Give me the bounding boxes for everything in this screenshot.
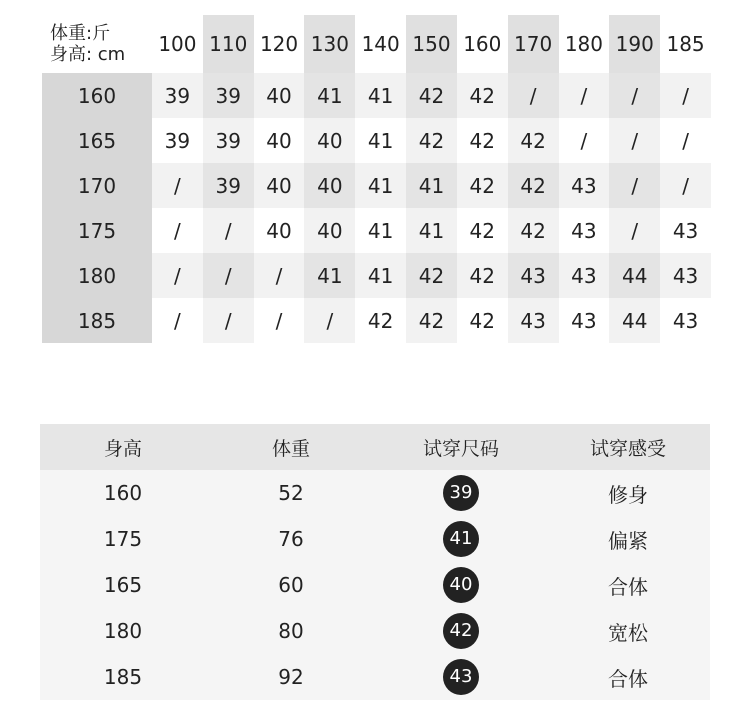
size-cell: 40 [254, 208, 305, 253]
fit-row [40, 562, 710, 608]
corner-weight-label: 体重:斤 [50, 23, 111, 44]
size-cell: / [508, 73, 559, 118]
fit-row [40, 470, 710, 516]
weight-column-header: 180 [559, 15, 610, 73]
size-cell: / [203, 298, 254, 343]
size-cell: 40 [304, 208, 355, 253]
size-cell: 43 [660, 253, 711, 298]
size-cell: 42 [457, 118, 508, 163]
corner-height-label: 身高: cm [50, 44, 126, 65]
size-cell: 42 [355, 298, 406, 343]
fit-row [40, 608, 710, 654]
size-cell: 43 [508, 298, 559, 343]
fit-size-cell [376, 654, 546, 700]
weight-column-header: 190 [609, 15, 660, 73]
fit-feel: 宽松 [546, 608, 710, 654]
size-cell: 41 [304, 253, 355, 298]
size-cell: 42 [457, 298, 508, 343]
size-cell: / [152, 253, 203, 298]
size-cell: 43 [559, 298, 610, 343]
size-cell: / [609, 118, 660, 163]
size-badge: 41 [443, 521, 479, 557]
weight-column-header: 100 [152, 15, 203, 73]
fit-size-cell [376, 562, 546, 608]
size-cell: 40 [304, 163, 355, 208]
size-cell: 44 [609, 298, 660, 343]
fit-height: 185 [40, 654, 206, 700]
size-chart-row [42, 118, 711, 163]
size-cell: 40 [254, 73, 305, 118]
size-cell: 42 [406, 73, 457, 118]
weight-column-header: 160 [457, 15, 508, 73]
fit-feel: 修身 [546, 470, 710, 516]
weight-column-header: 130 [304, 15, 355, 73]
fit-weight: 60 [206, 562, 376, 608]
height-row-header: 165 [42, 118, 152, 163]
fit-weight: 92 [206, 654, 376, 700]
size-cell: 42 [508, 118, 559, 163]
size-cell: 42 [457, 253, 508, 298]
size-cell: 41 [355, 253, 406, 298]
size-chart-row [42, 208, 711, 253]
fit-feel: 合体 [546, 562, 710, 608]
size-cell: / [660, 73, 711, 118]
size-cell: / [152, 298, 203, 343]
size-badge: 39 [443, 475, 479, 511]
size-chart-table [42, 15, 711, 343]
fit-row [40, 516, 710, 562]
size-cell: 42 [457, 208, 508, 253]
size-cell: / [254, 298, 305, 343]
size-cell: 43 [559, 208, 610, 253]
size-cell: 44 [609, 253, 660, 298]
size-badge: 40 [443, 567, 479, 603]
size-cell: / [660, 163, 711, 208]
weight-column-header: 170 [508, 15, 559, 73]
size-cell: 41 [406, 163, 457, 208]
fit-header-size: 试穿尺码 [376, 424, 546, 470]
size-cell: 41 [355, 73, 406, 118]
size-cell: 41 [304, 73, 355, 118]
height-row-header: 160 [42, 73, 152, 118]
size-cell: / [609, 73, 660, 118]
fit-weight: 52 [206, 470, 376, 516]
fit-size-cell [376, 470, 546, 516]
size-chart-corner [42, 15, 152, 73]
size-cell: 41 [355, 208, 406, 253]
size-chart-row [42, 298, 711, 343]
size-chart-row [42, 163, 711, 208]
size-cell: / [559, 118, 610, 163]
fit-feel: 合体 [546, 654, 710, 700]
fit-height: 180 [40, 608, 206, 654]
size-cell: 42 [457, 163, 508, 208]
weight-column-header: 150 [406, 15, 457, 73]
size-cell: 40 [304, 118, 355, 163]
fit-header-feel: 试穿感受 [546, 424, 710, 470]
size-cell: 40 [254, 163, 305, 208]
size-cell: / [254, 253, 305, 298]
size-cell: / [203, 253, 254, 298]
size-cell: 39 [203, 73, 254, 118]
size-chart-row [42, 73, 711, 118]
height-row-header: 185 [42, 298, 152, 343]
fit-header-row [40, 424, 710, 470]
weight-column-header: 185 [660, 15, 711, 73]
size-cell: 40 [254, 118, 305, 163]
size-cell: / [152, 163, 203, 208]
size-badge: 43 [443, 659, 479, 695]
fit-size-cell [376, 516, 546, 562]
size-cell: / [203, 208, 254, 253]
size-cell: 42 [508, 163, 559, 208]
size-chart-header-row [42, 15, 711, 73]
fit-feedback-table [40, 424, 710, 700]
fit-weight: 80 [206, 608, 376, 654]
size-cell: / [609, 163, 660, 208]
size-cell: / [609, 208, 660, 253]
size-cell: / [152, 208, 203, 253]
size-cell: 41 [355, 163, 406, 208]
weight-column-header: 140 [355, 15, 406, 73]
size-cell: 39 [203, 118, 254, 163]
size-cell: / [559, 73, 610, 118]
size-cell: / [660, 118, 711, 163]
size-badge: 42 [443, 613, 479, 649]
fit-row [40, 654, 710, 700]
fit-height: 175 [40, 516, 206, 562]
size-cell: 42 [457, 73, 508, 118]
fit-weight: 76 [206, 516, 376, 562]
size-cell: 43 [660, 298, 711, 343]
fit-height: 165 [40, 562, 206, 608]
size-cell: 41 [406, 208, 457, 253]
weight-column-header: 120 [254, 15, 305, 73]
size-cell: 42 [508, 208, 559, 253]
weight-column-header: 110 [203, 15, 254, 73]
size-cell: 43 [559, 163, 610, 208]
size-cell: 42 [406, 253, 457, 298]
size-cell: 43 [559, 253, 610, 298]
height-row-header: 180 [42, 253, 152, 298]
fit-size-cell [376, 608, 546, 654]
size-chart-row [42, 253, 711, 298]
size-cell: / [304, 298, 355, 343]
size-cell: 42 [406, 298, 457, 343]
size-cell: 41 [355, 118, 406, 163]
fit-header-height: 身高 [40, 424, 206, 470]
height-row-header: 175 [42, 208, 152, 253]
fit-height: 160 [40, 470, 206, 516]
size-cell: 42 [406, 118, 457, 163]
size-cell: 39 [203, 163, 254, 208]
size-cell: 39 [152, 73, 203, 118]
height-row-header: 170 [42, 163, 152, 208]
fit-feel: 偏紧 [546, 516, 710, 562]
size-cell: 43 [508, 253, 559, 298]
size-cell: 43 [660, 208, 711, 253]
size-cell: 39 [152, 118, 203, 163]
fit-header-weight: 体重 [206, 424, 376, 470]
